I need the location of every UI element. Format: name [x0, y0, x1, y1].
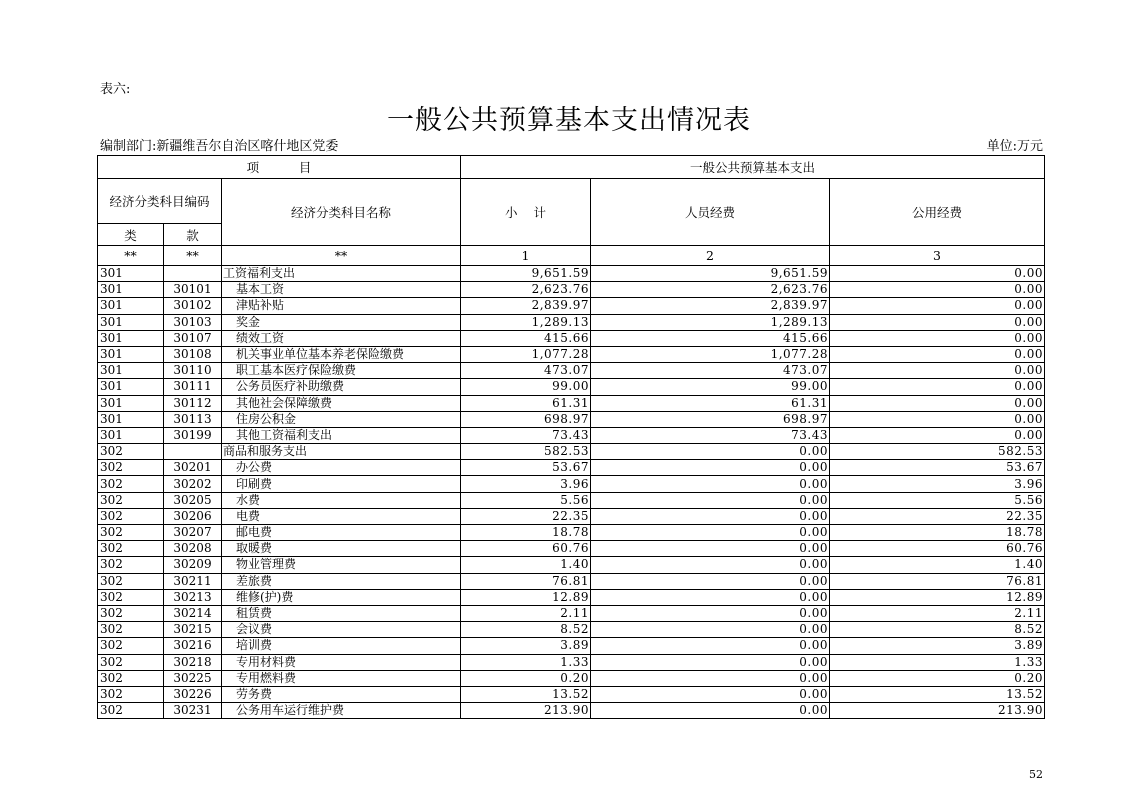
row-public-expense: 0.00 [830, 346, 1045, 362]
row-item-name: 物业管理费 [222, 557, 461, 573]
row-public-expense: 0.00 [830, 363, 1045, 379]
row-item-name: 基本工资 [222, 282, 461, 298]
row-item-name: 工资福利支出 [222, 266, 461, 282]
row-personnel-expense: 0.00 [591, 525, 830, 541]
row-category-code: 302 [98, 654, 164, 670]
row-item-code: 30113 [164, 411, 222, 427]
row-personnel-expense: 0.00 [591, 541, 830, 557]
row-personnel-expense: 2,623.76 [591, 282, 830, 298]
row-subtotal: 12.89 [461, 589, 591, 605]
header-col-1: 1 [461, 246, 591, 266]
row-personnel-expense: 0.00 [591, 654, 830, 670]
row-item-name: 职工基本医疗保险缴费 [222, 363, 461, 379]
row-category-code: 302 [98, 573, 164, 589]
row-public-expense: 5.56 [830, 492, 1045, 508]
row-item-code: 30211 [164, 573, 222, 589]
row-item-name: 公务用车运行维护费 [222, 703, 461, 719]
row-subtotal: 1,289.13 [461, 314, 591, 330]
row-subtotal: 2,623.76 [461, 282, 591, 298]
row-public-expense: 0.00 [830, 411, 1045, 427]
row-item-code [164, 266, 222, 282]
table-row [98, 363, 1045, 379]
row-public-expense: 0.00 [830, 266, 1045, 282]
row-item-code: 30199 [164, 427, 222, 443]
row-personnel-expense: 99.00 [591, 379, 830, 395]
row-item-code: 30231 [164, 703, 222, 719]
row-personnel-expense: 0.00 [591, 573, 830, 589]
row-public-expense: 0.00 [830, 395, 1045, 411]
table-row [98, 444, 1045, 460]
row-personnel-expense: 415.66 [591, 330, 830, 346]
table-row [98, 654, 1045, 670]
row-subtotal: 582.53 [461, 444, 591, 460]
row-personnel-expense: 473.07 [591, 363, 830, 379]
row-subtotal: 9,651.59 [461, 266, 591, 282]
row-subtotal: 0.20 [461, 670, 591, 686]
row-personnel-expense: 9,651.59 [591, 266, 830, 282]
row-item-name: 专用燃料费 [222, 670, 461, 686]
row-item-code: 30201 [164, 460, 222, 476]
row-subtotal: 473.07 [461, 363, 591, 379]
table-row [98, 525, 1045, 541]
table-row [98, 589, 1045, 605]
row-category-code: 302 [98, 460, 164, 476]
header-personnel: 人员经费 [591, 179, 830, 246]
row-category-code: 302 [98, 476, 164, 492]
row-subtotal: 2.11 [461, 605, 591, 621]
row-category-code: 301 [98, 282, 164, 298]
row-personnel-expense: 1,077.28 [591, 346, 830, 362]
row-subtotal: 415.66 [461, 330, 591, 346]
row-public-expense: 0.00 [830, 330, 1045, 346]
row-personnel-expense: 0.00 [591, 686, 830, 702]
row-subtotal: 3.96 [461, 476, 591, 492]
row-subtotal: 3.89 [461, 638, 591, 654]
row-subtotal: 698.97 [461, 411, 591, 427]
unit-label: 单位:万元 [986, 139, 1043, 154]
header-kuan: 款 [164, 224, 222, 246]
table-row [98, 686, 1045, 702]
row-category-code: 301 [98, 314, 164, 330]
row-public-expense: 60.76 [830, 541, 1045, 557]
row-public-expense: 0.00 [830, 379, 1045, 395]
row-category-code: 302 [98, 605, 164, 621]
header-project: 项 目 [98, 156, 461, 179]
row-item-name: 印刷费 [222, 476, 461, 492]
row-item-code: 30225 [164, 670, 222, 686]
row-item-code: 30102 [164, 298, 222, 314]
table-row [98, 314, 1045, 330]
row-item-name: 培训费 [222, 638, 461, 654]
row-public-expense: 1.33 [830, 654, 1045, 670]
table-row [98, 298, 1045, 314]
row-subtotal: 99.00 [461, 379, 591, 395]
row-item-name: 商品和服务支出 [222, 444, 461, 460]
row-personnel-expense: 0.00 [591, 557, 830, 573]
row-item-code: 30112 [164, 395, 222, 411]
row-item-name: 其他工资福利支出 [222, 427, 461, 443]
row-public-expense: 13.52 [830, 686, 1045, 702]
table-row [98, 703, 1045, 719]
row-subtotal: 1.33 [461, 654, 591, 670]
table-row [98, 395, 1045, 411]
row-personnel-expense: 0.00 [591, 492, 830, 508]
row-subtotal: 1.40 [461, 557, 591, 573]
row-public-expense: 2.11 [830, 605, 1045, 621]
row-public-expense: 3.96 [830, 476, 1045, 492]
row-item-name: 邮电费 [222, 525, 461, 541]
page-title: 一般公共预算基本支出情况表 [387, 105, 751, 136]
table-row [98, 573, 1045, 589]
row-personnel-expense: 0.00 [591, 460, 830, 476]
row-item-code: 30208 [164, 541, 222, 557]
row-category-code: 301 [98, 266, 164, 282]
row-category-code: 301 [98, 395, 164, 411]
row-personnel-expense: 73.43 [591, 427, 830, 443]
row-item-name: 会议费 [222, 622, 461, 638]
row-public-expense: 18.78 [830, 525, 1045, 541]
row-item-name: 劳务费 [222, 686, 461, 702]
row-category-code: 302 [98, 492, 164, 508]
row-subtotal: 8.52 [461, 622, 591, 638]
row-item-name: 办公费 [222, 460, 461, 476]
row-item-code: 30101 [164, 282, 222, 298]
row-subtotal: 53.67 [461, 460, 591, 476]
row-category-code: 302 [98, 703, 164, 719]
row-personnel-expense: 0.00 [591, 605, 830, 621]
row-item-code: 30103 [164, 314, 222, 330]
table-row [98, 266, 1045, 282]
table-row [98, 476, 1045, 492]
table-row [98, 541, 1045, 557]
header-col-3: 3 [830, 246, 1045, 266]
row-item-code: 30209 [164, 557, 222, 573]
row-subtotal: 22.35 [461, 508, 591, 524]
row-personnel-expense: 1,289.13 [591, 314, 830, 330]
row-public-expense: 12.89 [830, 589, 1045, 605]
table-row [98, 670, 1045, 686]
table-row [98, 508, 1045, 524]
table-row [98, 282, 1045, 298]
table-row [98, 411, 1045, 427]
row-public-expense: 0.00 [830, 314, 1045, 330]
row-public-expense: 0.00 [830, 282, 1045, 298]
row-public-expense: 1.40 [830, 557, 1045, 573]
row-item-code: 30213 [164, 589, 222, 605]
compiling-department: 编制部门:新疆维吾尔自治区喀什地区党委 [100, 139, 339, 154]
row-personnel-expense: 2,839.97 [591, 298, 830, 314]
header-col-2: 2 [591, 246, 830, 266]
row-subtotal: 61.31 [461, 395, 591, 411]
row-category-code: 302 [98, 622, 164, 638]
row-subtotal: 1,077.28 [461, 346, 591, 362]
row-public-expense: 8.52 [830, 622, 1045, 638]
row-subtotal: 5.56 [461, 492, 591, 508]
row-public-expense: 76.81 [830, 573, 1045, 589]
table-row [98, 492, 1045, 508]
expenditure-table [97, 155, 1045, 719]
table-row [98, 622, 1045, 638]
row-item-name: 水费 [222, 492, 461, 508]
row-public-expense: 582.53 [830, 444, 1045, 460]
row-personnel-expense: 0.00 [591, 508, 830, 524]
table-row [98, 379, 1045, 395]
row-item-name: 其他社会保障缴费 [222, 395, 461, 411]
table-row [98, 638, 1045, 654]
row-category-code: 302 [98, 670, 164, 686]
row-category-code: 302 [98, 444, 164, 460]
row-item-code: 30205 [164, 492, 222, 508]
table-row [98, 557, 1045, 573]
row-item-code: 30215 [164, 622, 222, 638]
row-category-code: 302 [98, 589, 164, 605]
table-row [98, 605, 1045, 621]
header-expense: 一般公共预算基本支出 [461, 156, 1045, 179]
row-subtotal: 60.76 [461, 541, 591, 557]
row-item-code: 30108 [164, 346, 222, 362]
table-label: 表六: [100, 82, 131, 97]
row-category-code: 301 [98, 427, 164, 443]
row-public-expense: 0.00 [830, 298, 1045, 314]
row-subtotal: 73.43 [461, 427, 591, 443]
row-subtotal: 18.78 [461, 525, 591, 541]
row-item-name: 机关事业单位基本养老保险缴费 [222, 346, 461, 362]
row-public-expense: 53.67 [830, 460, 1045, 476]
row-item-name: 租赁费 [222, 605, 461, 621]
row-item-code: 30107 [164, 330, 222, 346]
row-category-code: 302 [98, 638, 164, 654]
row-item-code: 30111 [164, 379, 222, 395]
row-item-name: 公务员医疗补助缴费 [222, 379, 461, 395]
row-subtotal: 2,839.97 [461, 298, 591, 314]
row-subtotal: 13.52 [461, 686, 591, 702]
row-personnel-expense: 0.00 [591, 703, 830, 719]
table-header [98, 156, 1045, 266]
page-number: 52 [1029, 768, 1043, 781]
row-public-expense: 0.00 [830, 427, 1045, 443]
row-personnel-expense: 0.00 [591, 589, 830, 605]
row-category-code: 301 [98, 346, 164, 362]
header-name: 经济分类科目名称 [222, 179, 461, 246]
row-item-code: 30206 [164, 508, 222, 524]
row-personnel-expense: 0.00 [591, 638, 830, 654]
row-personnel-expense: 0.00 [591, 670, 830, 686]
header-lei: 类 [98, 224, 164, 246]
row-item-name: 住房公积金 [222, 411, 461, 427]
row-category-code: 302 [98, 541, 164, 557]
row-category-code: 302 [98, 525, 164, 541]
header-code: 经济分类科目编码 [98, 179, 222, 224]
row-category-code: 302 [98, 557, 164, 573]
row-category-code: 302 [98, 686, 164, 702]
table-body [98, 266, 1045, 719]
table-row [98, 346, 1045, 362]
row-item-name: 电费 [222, 508, 461, 524]
row-item-code: 30214 [164, 605, 222, 621]
row-personnel-expense: 61.31 [591, 395, 830, 411]
row-item-name: 津贴补贴 [222, 298, 461, 314]
row-category-code: 301 [98, 298, 164, 314]
row-personnel-expense: 0.00 [591, 476, 830, 492]
table-row [98, 330, 1045, 346]
row-item-code: 30218 [164, 654, 222, 670]
row-category-code: 301 [98, 330, 164, 346]
header-star-kuan: ** [164, 246, 222, 266]
header-subtotal: 小 计 [461, 179, 591, 246]
row-category-code: 301 [98, 411, 164, 427]
row-category-code: 301 [98, 363, 164, 379]
row-public-expense: 22.35 [830, 508, 1045, 524]
row-personnel-expense: 0.00 [591, 444, 830, 460]
header-star-name: ** [222, 246, 461, 266]
row-public-expense: 0.20 [830, 670, 1045, 686]
row-item-name: 专用材料费 [222, 654, 461, 670]
header-public: 公用经费 [830, 179, 1045, 246]
row-item-code [164, 444, 222, 460]
row-item-code: 30202 [164, 476, 222, 492]
row-public-expense: 3.89 [830, 638, 1045, 654]
row-public-expense: 213.90 [830, 703, 1045, 719]
row-personnel-expense: 0.00 [591, 622, 830, 638]
row-item-code: 30226 [164, 686, 222, 702]
table-row [98, 427, 1045, 443]
row-item-code: 30110 [164, 363, 222, 379]
row-subtotal: 213.90 [461, 703, 591, 719]
row-item-name: 取暖费 [222, 541, 461, 557]
row-item-name: 奖金 [222, 314, 461, 330]
row-personnel-expense: 698.97 [591, 411, 830, 427]
row-item-code: 30216 [164, 638, 222, 654]
row-subtotal: 76.81 [461, 573, 591, 589]
row-category-code: 301 [98, 379, 164, 395]
row-item-name: 差旅费 [222, 573, 461, 589]
header-star-lei: ** [98, 246, 164, 266]
row-category-code: 302 [98, 508, 164, 524]
row-item-name: 绩效工资 [222, 330, 461, 346]
row-item-code: 30207 [164, 525, 222, 541]
table-row [98, 460, 1045, 476]
row-item-name: 维修(护)费 [222, 589, 461, 605]
